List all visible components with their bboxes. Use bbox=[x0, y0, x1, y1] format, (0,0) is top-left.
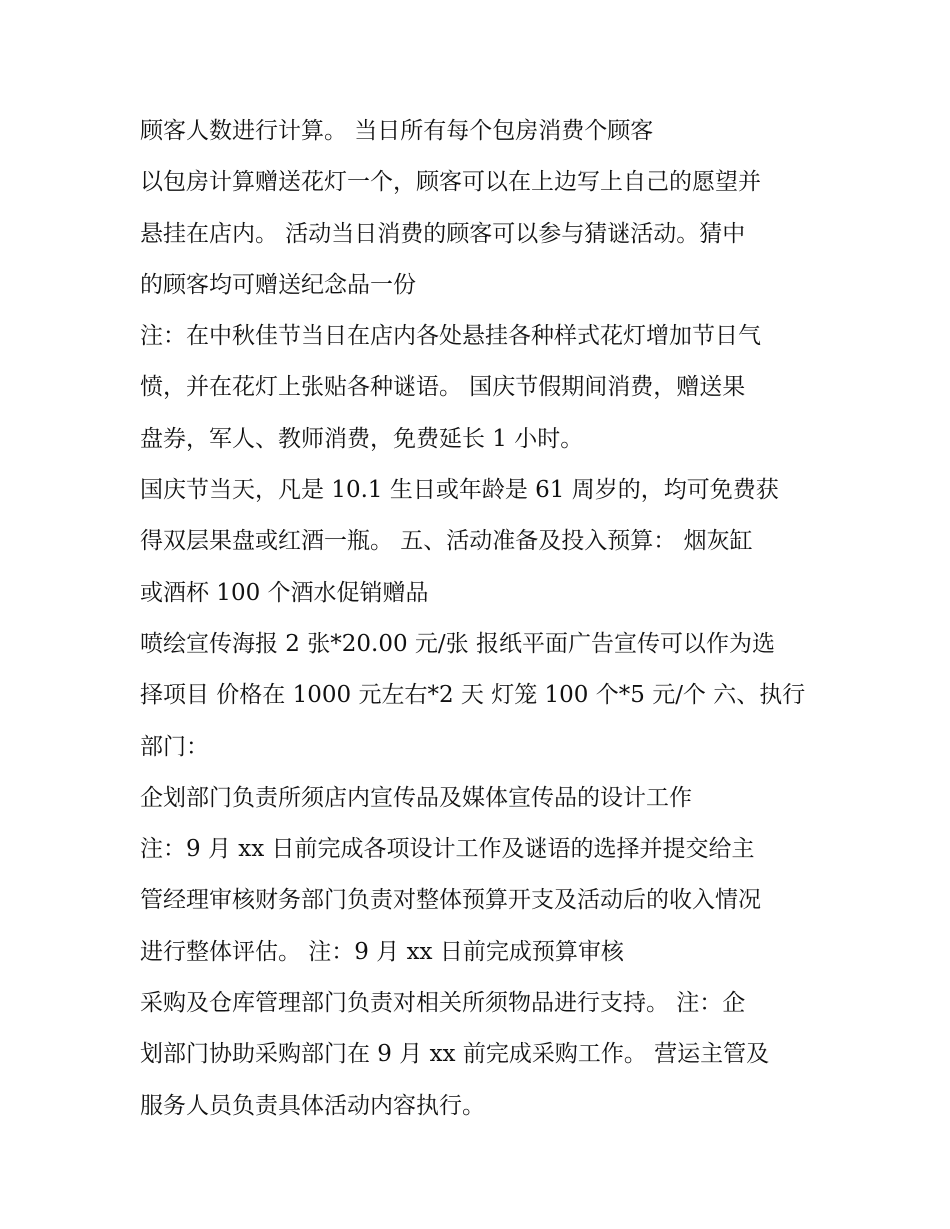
text-line: 的顾客均可赠送纪念品一份 bbox=[140, 271, 416, 298]
body-text bbox=[140, 106, 830, 1132]
text-line: 国庆节当天，凡是 10.1 生日或年龄是 61 周岁的，均可免费获 bbox=[140, 477, 779, 504]
text-line: 划部门协助采购部门在 9 月 xx 前完成采购工作。 营运主管及 bbox=[140, 1041, 770, 1068]
text-line: 企划部门负责所须店内宣传品及媒体宣传品的设计工作 bbox=[140, 784, 692, 811]
text-line: 部门： bbox=[140, 733, 209, 760]
text-line: 注：9 月 xx 日前完成各项设计工作及谜语的选择并提交给主 bbox=[140, 836, 755, 863]
text-line: 盘券，军人、教师消费，免费延长 1 小时。 bbox=[140, 425, 584, 452]
text-line: 得双层果盘或红酒一瓶。 五、活动准备及投入预算： 烟灰缸 bbox=[140, 528, 753, 555]
text-line: 管经理审核财务部门负责对整体预算开支及活动后的收入情况 bbox=[140, 887, 761, 914]
text-line: 注：在中秋佳节当日在店内各处悬挂各种样式花灯增加节日气 bbox=[140, 323, 761, 350]
text-line: 顾客人数进行计算。 当日所有每个包房消费个顾客 bbox=[140, 118, 654, 144]
text-line: 择项目 价格在 1000 元左右*2 天 灯笼 100 个*5 元/个 六、执行 bbox=[140, 682, 806, 709]
text-line: 喷绘宣传海报 2 张*20.00 元/张 报纸平面广告宣传可以作为选 bbox=[140, 630, 775, 657]
text-line: 或酒杯 100 个酒水促销赠品 bbox=[140, 579, 429, 606]
text-line: 服务人员负责具体活动内容执行。 bbox=[140, 1092, 485, 1119]
text-line: 采购及仓库管理部门负责对相关所须物品进行支持。 注：企 bbox=[140, 990, 746, 1017]
text-line: 愤，并在花灯上张贴各种谜语。 国庆节假期间消费，赠送果 bbox=[140, 374, 746, 401]
text-line: 进行整体评估。 注：9 月 xx 日前完成预算审核 bbox=[140, 938, 624, 965]
text-line: 悬挂在店内。 活动当日消费的顾客可以参与猜谜活动。猜中 bbox=[140, 220, 746, 247]
text-line: 以包房计算赠送花灯一个，顾客可以在上边写上自己的愿望并 bbox=[140, 169, 761, 196]
